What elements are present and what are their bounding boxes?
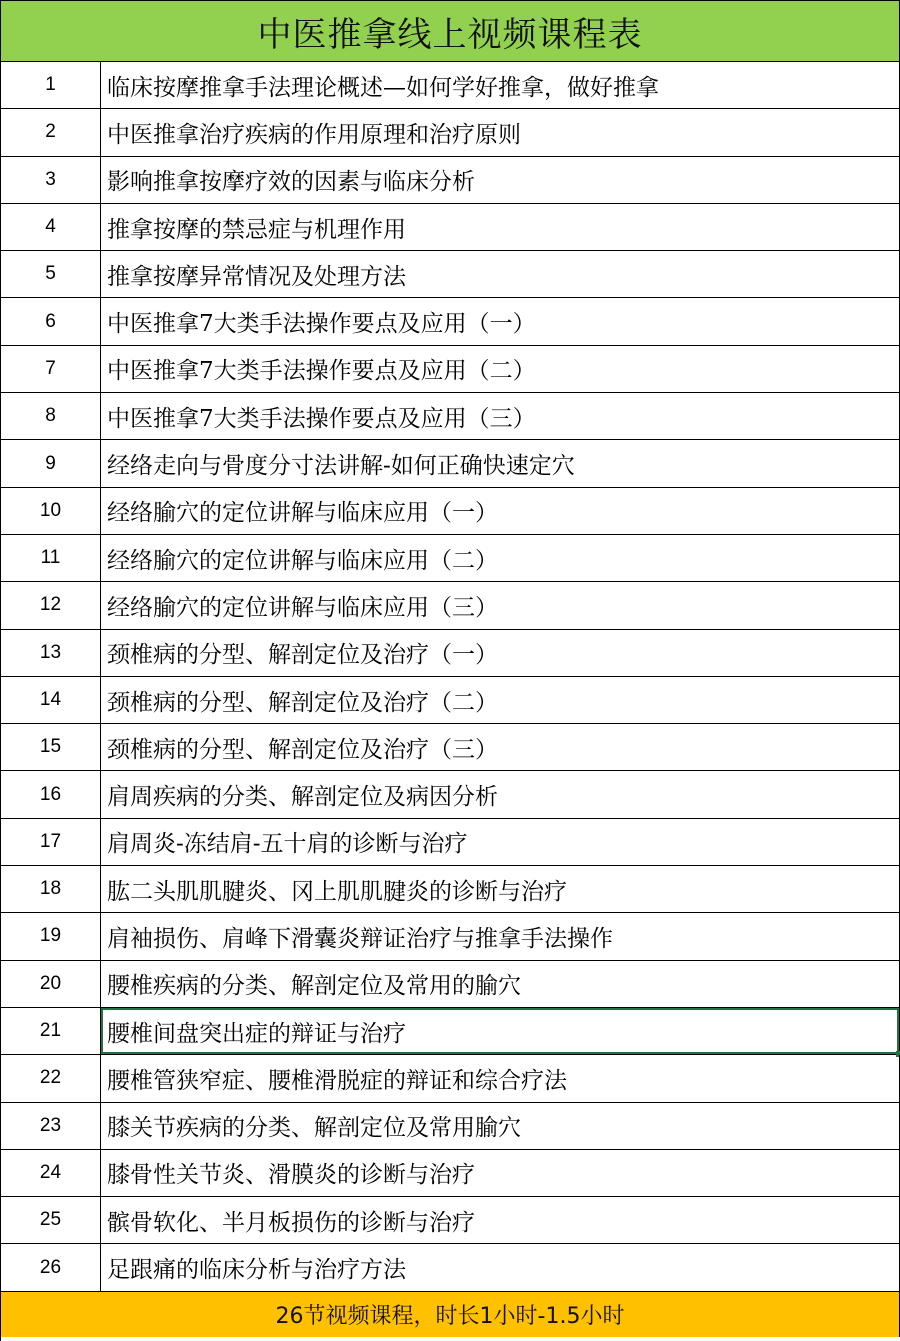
row-number-cell[interactable]: 25 bbox=[1, 1197, 101, 1243]
row-number-cell[interactable]: 7 bbox=[1, 346, 101, 392]
table-row bbox=[1, 393, 900, 440]
table-row bbox=[1, 819, 900, 866]
row-number-cell[interactable]: 2 bbox=[1, 109, 101, 155]
row-number-cell[interactable]: 1 bbox=[1, 62, 101, 108]
course-title-cell[interactable]: 经络腧穴的定位讲解与临床应用（三） bbox=[107, 594, 498, 621]
course-title-cell[interactable]: 中医推拿治疗疾病的作用原理和治疗原则 bbox=[107, 121, 521, 148]
table-row bbox=[1, 630, 900, 677]
row-number-cell[interactable]: 10 bbox=[1, 488, 101, 534]
row-number-cell[interactable]: 22 bbox=[1, 1055, 101, 1101]
table-row bbox=[1, 866, 900, 913]
table-row bbox=[1, 157, 900, 204]
table-row bbox=[1, 677, 900, 724]
course-title-cell[interactable]: 中医推拿7大类手法操作要点及应用（三） bbox=[107, 405, 536, 432]
course-title-cell[interactable]: 肩周疾病的分类、解剖定位及病因分析 bbox=[107, 784, 498, 811]
course-title-cell[interactable]: 膝骨性关节炎、滑膜炎的诊断与治疗 bbox=[107, 1162, 475, 1189]
table-row bbox=[1, 346, 900, 393]
course-title-cell[interactable]: 膝关节疾病的分类、解剖定位及常用腧穴 bbox=[107, 1115, 521, 1142]
table-row bbox=[1, 582, 900, 629]
course-title-cell[interactable]: 颈椎病的分型、解剖定位及治疗（一） bbox=[107, 642, 498, 669]
table-row bbox=[1, 204, 900, 251]
row-number-cell[interactable]: 12 bbox=[1, 582, 101, 628]
summary-footer[interactable]: 26节视频课程，时长1小时-1.5小时 bbox=[1, 1292, 900, 1337]
table-row bbox=[1, 1103, 900, 1150]
course-title-cell[interactable]: 中医推拿7大类手法操作要点及应用（二） bbox=[107, 358, 536, 385]
course-title-cell[interactable]: 临床按摩推拿手法理论概述—如何学好推拿，做好推拿 bbox=[107, 74, 659, 101]
course-title-cell[interactable]: 颈椎病的分型、解剖定位及治疗（三） bbox=[107, 736, 498, 763]
table-row bbox=[1, 440, 900, 487]
table-row bbox=[1, 1055, 900, 1102]
row-number-cell[interactable]: 3 bbox=[1, 157, 101, 203]
row-number-cell[interactable]: 6 bbox=[1, 298, 101, 344]
row-number-cell[interactable]: 16 bbox=[1, 771, 101, 817]
table-row bbox=[1, 771, 900, 818]
row-number-cell[interactable]: 23 bbox=[1, 1103, 101, 1149]
course-title-cell[interactable]: 腰椎管狭窄症、腰椎滑脱症的辩证和综合疗法 bbox=[107, 1067, 567, 1094]
course-title-cell[interactable]: 影响推拿按摩疗效的因素与临床分析 bbox=[107, 169, 475, 196]
row-number-cell[interactable]: 18 bbox=[1, 866, 101, 912]
table-row bbox=[1, 1150, 900, 1197]
row-number-cell[interactable]: 5 bbox=[1, 251, 101, 297]
table-row bbox=[1, 1197, 900, 1244]
table-row bbox=[1, 62, 900, 109]
course-title-cell[interactable]: 髌骨软化、半月板损伤的诊断与治疗 bbox=[107, 1209, 475, 1236]
course-title-cell[interactable]: 肩袖损伤、肩峰下滑囊炎辩证治疗与推拿手法操作 bbox=[107, 925, 613, 952]
course-title-cell[interactable]: 经络走向与骨度分寸法讲解-如何正确快速定穴 bbox=[107, 453, 575, 480]
table-row bbox=[1, 488, 900, 535]
course-title-cell[interactable]: 腰椎间盘突出症的辩证与治疗 bbox=[101, 1008, 899, 1054]
row-number-cell[interactable]: 24 bbox=[1, 1150, 101, 1196]
table-row bbox=[1, 298, 900, 345]
row-number-cell[interactable]: 14 bbox=[1, 677, 101, 723]
course-title-cell[interactable]: 肩周炎-冻结肩-五十肩的诊断与治疗 bbox=[107, 831, 468, 858]
course-title-cell[interactable]: 推拿按摩异常情况及处理方法 bbox=[107, 263, 406, 290]
table-row bbox=[1, 913, 900, 960]
course-title-cell[interactable]: 中医推拿7大类手法操作要点及应用（一） bbox=[107, 311, 536, 338]
row-number-cell[interactable]: 9 bbox=[1, 440, 101, 486]
row-number-cell[interactable]: 13 bbox=[1, 630, 101, 676]
row-number-cell[interactable]: 20 bbox=[1, 961, 101, 1007]
course-list bbox=[1, 62, 900, 1292]
row-number-cell[interactable]: 17 bbox=[1, 819, 101, 865]
table-row bbox=[1, 535, 900, 582]
row-number-cell[interactable]: 8 bbox=[1, 393, 101, 439]
table-row bbox=[1, 251, 900, 298]
row-number-cell[interactable]: 15 bbox=[1, 724, 101, 770]
course-title-cell[interactable]: 经络腧穴的定位讲解与临床应用（二） bbox=[107, 547, 498, 574]
row-number-cell[interactable]: 4 bbox=[1, 204, 101, 250]
course-title-cell[interactable]: 推拿按摩的禁忌症与机理作用 bbox=[107, 216, 406, 243]
table-row bbox=[1, 109, 900, 156]
row-number-cell[interactable]: 21 bbox=[1, 1008, 101, 1054]
course-title-cell[interactable]: 腰椎疾病的分类、解剖定位及常用的腧穴 bbox=[107, 973, 521, 1000]
table-row bbox=[1, 1008, 900, 1055]
row-number-cell[interactable]: 26 bbox=[1, 1244, 101, 1290]
table-row bbox=[1, 1244, 900, 1291]
row-number-cell[interactable]: 19 bbox=[1, 913, 101, 959]
table-row bbox=[1, 724, 900, 771]
row-number-cell[interactable]: 11 bbox=[1, 535, 101, 581]
course-title-cell[interactable]: 颈椎病的分型、解剖定位及治疗（二） bbox=[107, 689, 498, 716]
table-row bbox=[1, 961, 900, 1008]
course-title-cell[interactable]: 足跟痛的临床分析与治疗方法 bbox=[107, 1257, 406, 1284]
course-title-cell[interactable]: 肱二头肌肌腱炎、冈上肌肌腱炎的诊断与治疗 bbox=[107, 878, 567, 905]
course-title-cell[interactable]: 经络腧穴的定位讲解与临床应用（一） bbox=[107, 500, 498, 527]
table-title[interactable]: 中医推拿线上视频课程表 bbox=[1, 0, 900, 62]
